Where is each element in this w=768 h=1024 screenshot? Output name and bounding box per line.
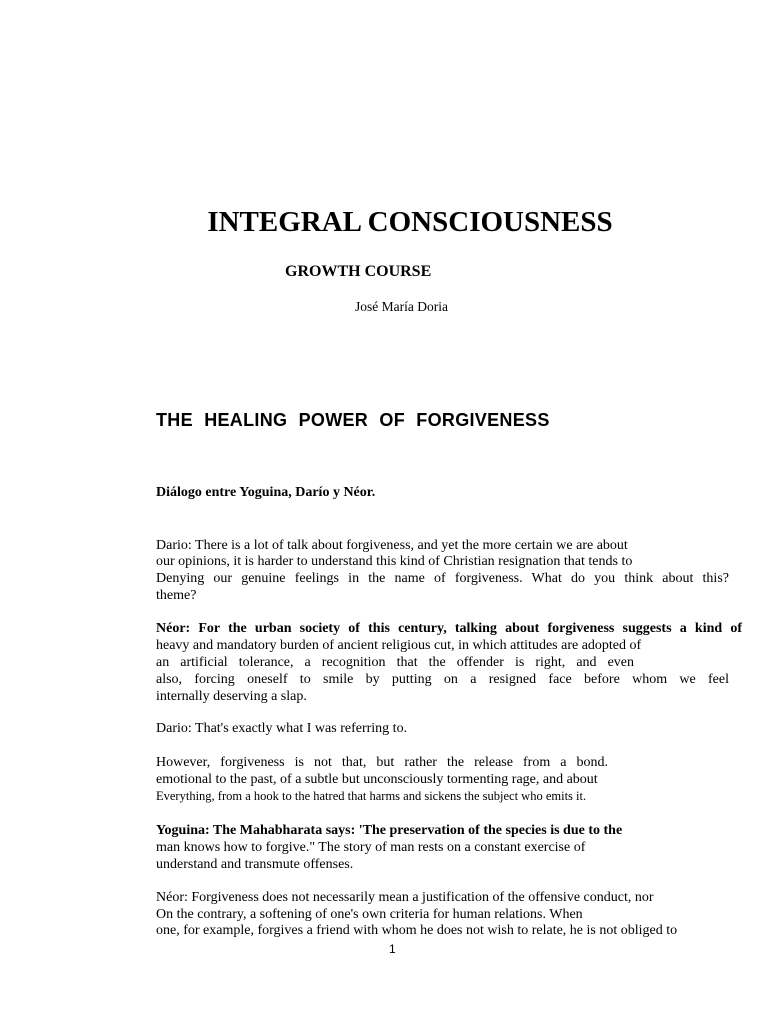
- paragraph-5-line-2: man knows how to forgive." The story of man rests on a constant exercise of: [156, 840, 586, 855]
- dialogue-heading: Diálogo entre Yoguina, Darío y Néor.: [156, 485, 376, 500]
- paragraph-2-line-5: internally deserving a slap.: [156, 689, 307, 704]
- paragraph-1-line-4: theme?: [156, 588, 197, 603]
- paragraph-1-line-2: our opinions, it is harder to understand this kind of Christian resignation that tends to: [156, 554, 633, 569]
- paragraph-5-line-3: understand and transmute offenses.: [156, 857, 354, 872]
- paragraph-1-line-3: Denying our genuine feelings in the name of forgiveness. What do you think about this?: [156, 571, 729, 586]
- paragraph-6-line-2: On the contrary, a softening of one's own criteria for human relations. When: [156, 907, 583, 922]
- paragraph-3-line-1: Dario: That's exactly what I was referring to.: [156, 721, 408, 736]
- paragraph-2-line-2: heavy and mandatory burden of ancient religious cut, in which attitudes are adopted of: [156, 638, 642, 653]
- chapter-title: THE HEALING POWER OF FORGIVENESS: [156, 410, 550, 430]
- paragraph-4-line-3: Everything, from a hook to the hatred that harms and sickens the subject who emits it.: [156, 789, 587, 803]
- document-author: José María Doria: [355, 299, 448, 314]
- paragraph-6-line-3: one, for example, forgives a friend with whom he does not wish to relate, he is not obliged to: [156, 923, 678, 938]
- paragraph-4-line-1: However, forgiveness is not that, but rather the release from a bond.: [156, 755, 608, 770]
- paragraph-1-line-1: Dario: There is a lot of talk about forgiveness, and yet the more certain we are about: [156, 538, 628, 553]
- paragraph-4-line-2: emotional to the past, of a subtle but unconsciously tormenting rage, and about: [156, 772, 598, 787]
- paragraph-6-line-1: Néor: Forgiveness does not necessarily mean a justification of the offensive conduct, nor: [156, 890, 654, 905]
- paragraph-2-line-3: an artificial tolerance, a recognition that the offender is right, and even: [156, 655, 634, 670]
- document-subtitle: GROWTH COURSE: [285, 263, 432, 280]
- paragraph-2-line-1: Néor: For the urban society of this century, talking about forgiveness suggests a kind of: [156, 621, 742, 636]
- paragraph-5-line-1: Yoguina: The Mahabharata says: 'The preservation of the species is due to the: [156, 823, 623, 838]
- paragraph-2-line-4: also, forcing oneself to smile by putting on a resigned face before whom we feel: [156, 672, 729, 687]
- page-number: 1: [389, 942, 396, 956]
- document-title: INTEGRAL CONSCIOUSNESS: [207, 206, 613, 238]
